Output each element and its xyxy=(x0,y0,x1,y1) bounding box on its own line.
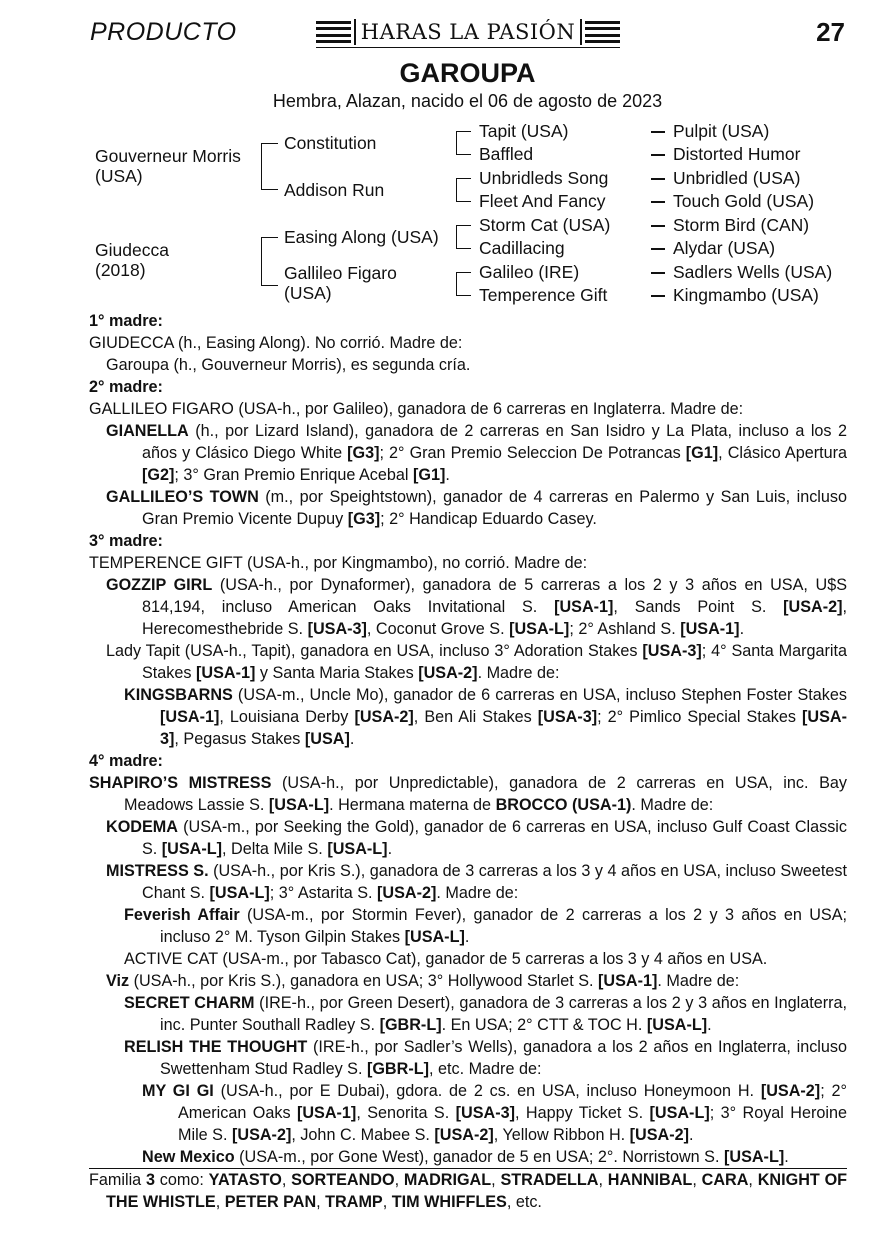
fourth-dam-line: SHAPIRO’S MISTRESS (USA-h., por Unpredictable), ganadora de 2 carreras en USA, inc. Bay Meadows Lassie S. [USA-L]. Hermana materna de BROCCO (USA-1). Madre de: xyxy=(89,774,847,814)
third-dam-line: TEMPERENCE GIFT (USA-h., por Kingmambo), no corrió. Madre de: xyxy=(89,554,588,572)
pedigree-g4-1: Pulpit (USA) xyxy=(673,121,770,141)
pedigree-dam-dam: Gallileo Figaro (USA) xyxy=(284,263,397,303)
second-dam-line: GALLILEO FIGARO (USA-h., por Galileo), ganadora de 6 carreras en Inglaterra. Madre de: xyxy=(89,400,744,418)
header-rule xyxy=(316,47,620,48)
produce-secret-charm: SECRET CHARM (IRE-h., por Green Desert), ganadora de 3 carreras a los 2 y 3 años en Inglaterra, inc. Punter Southall Radley S. [GBR-L]. En USA; 2° CTT & TOC H. [USA-L]. xyxy=(124,994,847,1034)
pedigree-g4-8: Kingmambo (USA) xyxy=(673,285,819,305)
produce-feverish-affair: Feverish Affair (USA-m., por Stormin Fever), ganador de 2 carreras a los 2 y 3 años en USA; incluso 2° M. Tyson Gilpin Stakes [USA-L]. xyxy=(124,906,847,946)
pedigree-sire: Gouverneur Morris (USA) xyxy=(95,146,241,186)
pedigree-g4-5: Storm Bird (CAN) xyxy=(673,215,810,235)
produce-lady-tapit: Lady Tapit (USA-h., Tapit), ganadora en USA, incluso 3° Adoration Stakes [USA-3]; 4° Santa Margarita Stakes [USA-1] y Santa Maria Stakes [USA-2]. Madre de: xyxy=(106,642,847,682)
produce-active-cat: ACTIVE CAT (USA-m., por Tabasco Cat), ganador de 5 carreras a los 3 y 4 años en USA. xyxy=(124,950,768,968)
page-number: 27 xyxy=(816,17,845,47)
pedigree-dam-sire: Easing Along (USA) xyxy=(284,227,439,247)
pedigree-g4-4: Touch Gold (USA) xyxy=(673,191,815,211)
pedigree-dam: Giudecca (2018) xyxy=(95,240,169,280)
second-dam-heading: 2° madre: xyxy=(89,378,163,396)
logo-bars-left-icon xyxy=(316,21,351,43)
first-dam-heading: 1° madre: xyxy=(89,312,163,330)
produce-viz: Viz (USA-h., por Kris S.), ganadora en USA; 3° Hollywood Starlet S. [USA-1]. Madre de: xyxy=(106,972,740,990)
family-line: Familia 3 como: YATASTO, SORTEANDO, MADRIGAL, STRADELLA, HANNIBAL, CARA, KNIGHT OF THE WHISTLE, PETER PAN, TRAMP, TIM WHIFFLES, etc. xyxy=(89,1168,847,1213)
fourth-dam-heading: 4° madre: xyxy=(89,752,163,770)
pedigree-g4-6: Alydar (USA) xyxy=(673,238,776,258)
family-body xyxy=(89,310,847,1213)
third-dam-heading: 3° madre: xyxy=(89,532,163,550)
horse-name: GAROUPA xyxy=(399,58,536,88)
pedigree-g4-2: Distorted Humor xyxy=(673,144,801,164)
pedigree-g4-7: Sadlers Wells (USA) xyxy=(673,262,833,282)
produce-kodema: KODEMA (USA-m., por Seeking the Gold), ganador de 6 carreras en USA, incluso Gulf Coast Classic S. [USA-L], Delta Mile S. [USA-L]. xyxy=(106,818,847,858)
pedigree-g3-1: Tapit (USA) xyxy=(479,121,569,141)
pedigree-sire-dam: Addison Run xyxy=(284,180,385,200)
pedigree-g4-3: Unbridled (USA) xyxy=(673,168,801,188)
horse-description: Hembra, Alazan, nacido el 06 de agosto de 2023 xyxy=(272,91,663,111)
stud-logo xyxy=(316,17,620,47)
section-label: PRODUCTO xyxy=(90,18,237,46)
pedigree-g3-2: Baffled xyxy=(479,144,534,164)
produce-gianella: GIANELLA (h., por Lizard Island), ganadora de 2 carreras en San Isidro y La Plata, incluso a los 2 años y Clásico Diego White [G3]; 2° Gran Premio Seleccion De Potrancas [G1], Clásico Apertura [G2]; 3° Gran Premio Enrique Acebal [G1]. xyxy=(106,422,847,484)
pedigree-g3-6: Cadillacing xyxy=(479,238,565,258)
first-dam-produce: Garoupa (h., Gouverneur Morris), es segunda cría. xyxy=(106,356,471,374)
produce-gozzip-girl: GOZZIP GIRL (USA-h., por Dynaformer), ganadora de 5 carreras a los 2 y 3 años en USA, U$S 814,194, incluso American Oaks Invitational S. [USA-1], Sands Point S. [USA-2], Herecomesthebride S. [USA-3], Coconut Grove S. [USA-L]; 2° Ashland S. [USA-1]. xyxy=(106,576,848,638)
first-dam-line: GIUDECCA (h., Easing Along). No corrió. Madre de: xyxy=(89,334,463,352)
pedigree-sire-sire: Constitution xyxy=(284,133,377,153)
produce-my-gi-gi: MY GI GI (USA-h., por E Dubai), gdora. de 2 cs. en USA, incluso Honeymoon H. [USA-2]; 2° American Oaks [USA-1], Senorita S. [USA-3], Happy Ticket S. [USA-L]; 3° Royal Heroine Mile S. [USA-2], John C. Mabee S. [USA-2], Yellow Ribbon H. [USA-2]. xyxy=(142,1082,847,1144)
produce-relish-the-thought: RELISH THE THOUGHT (IRE-h., por Sadler’s Wells), ganadora a los 2 años en Inglaterra, incluso Swettenham Stud Radley S. [GBR-L], etc. Madre de: xyxy=(124,1038,847,1078)
logo-bars-right-icon xyxy=(585,21,620,43)
pedigree-g3-4: Fleet And Fancy xyxy=(479,191,606,211)
stud-name: HARAS LA PASIÓN xyxy=(360,20,576,44)
pedigree-g3-8: Temperence Gift xyxy=(479,285,608,305)
produce-kingsbarns: KINGSBARNS (USA-m., Uncle Mo), ganador de 6 carreras en USA, incluso Stephen Foster Stakes [USA-1], Louisiana Derby [USA-2], Ben Ali Stakes [USA-3]; 2° Pimlico Special Stakes [USA-3], Pegasus Stakes [USA]. xyxy=(124,686,847,748)
pedigree-g3-7: Galileo (IRE) xyxy=(479,262,580,282)
pedigree-g3-3: Unbridleds Song xyxy=(479,168,609,188)
pedigree-g3-5: Storm Cat (USA) xyxy=(479,215,611,235)
produce-mistress-s: MISTRESS S. (USA-h., por Kris S.), ganadora de 3 carreras a los 3 y 4 años en USA, incluso Sweetest Chant S. [USA-L]; 3° Astarita S. [USA-2]. Madre de: xyxy=(106,862,847,902)
produce-new-mexico: New Mexico (USA-m., por Gone West), ganador de 5 en USA; 2°. Norristown S. [USA-L]. xyxy=(142,1148,789,1166)
produce-gallileos-town: GALLILEO’S TOWN (m., por Speightstown), ganador de 4 carreras en Palermo y San Luis, incluso Gran Premio Vicente Dupuy [G3]; 2° Handicap Eduardo Casey. xyxy=(106,488,848,528)
